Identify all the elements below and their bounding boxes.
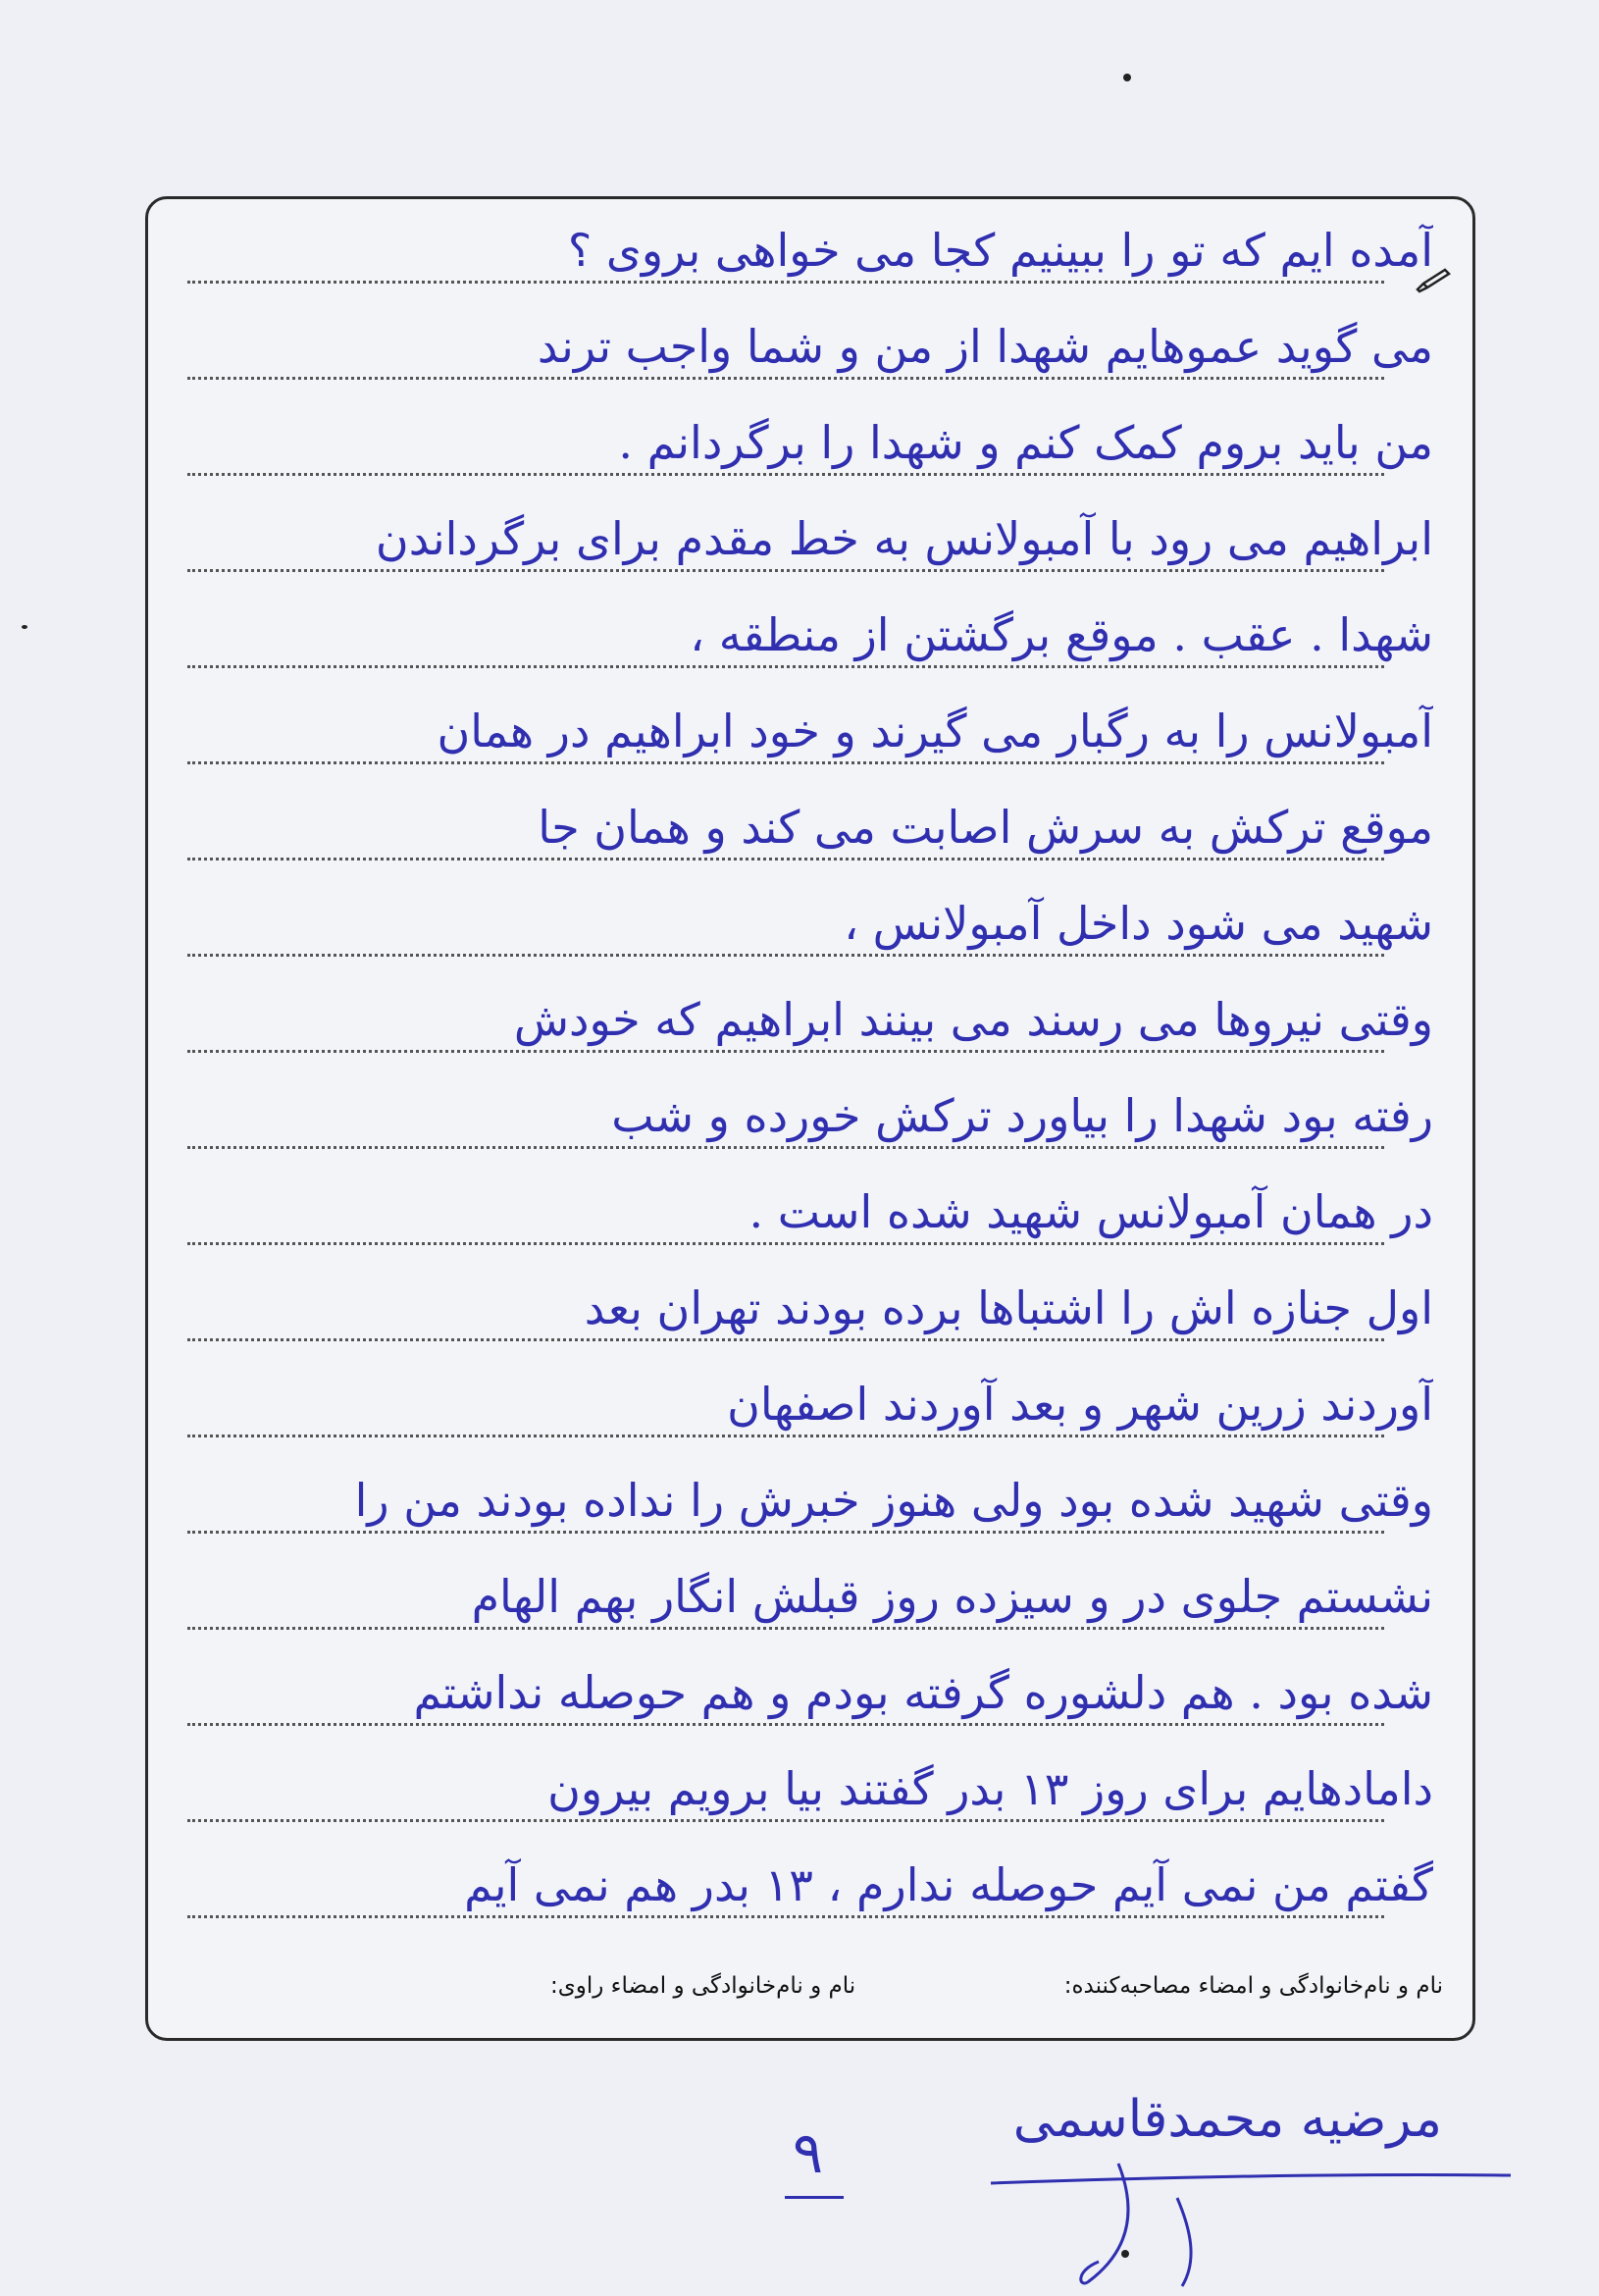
line-12 bbox=[187, 1257, 1433, 1351]
line-18 bbox=[187, 1834, 1433, 1928]
line-4 bbox=[187, 488, 1433, 582]
form-frame bbox=[145, 196, 1475, 2041]
handwritten-text: گفتم من نمی آیم حوصله ندارم ، ۱۳ بدر هم نمی آیم bbox=[464, 1858, 1433, 1911]
handwritten-text: وقتی نیروها می رسند می بینند ابراهیم که خودش bbox=[513, 993, 1433, 1046]
scan-dot bbox=[22, 625, 27, 629]
handwritten-text: من باید بروم کمک کنم و شهدا را برگردانم . bbox=[618, 416, 1433, 469]
line-14 bbox=[187, 1449, 1433, 1543]
line-5 bbox=[187, 584, 1433, 678]
line-10 bbox=[187, 1065, 1433, 1159]
page-number: ۹ bbox=[793, 2119, 824, 2186]
handwritten-text: موقع ترکش به سرش اصابت می کند و همان جا bbox=[538, 801, 1433, 854]
handwritten-text: آوردند زرین شهر و بعد آوردند اصفهان bbox=[727, 1378, 1433, 1431]
line-9 bbox=[187, 968, 1433, 1063]
line-3 bbox=[187, 391, 1433, 486]
handwritten-text: در همان آمبولانس شهید شده است . bbox=[748, 1185, 1433, 1238]
form-footer bbox=[178, 1973, 1443, 2012]
interviewer-signature-label: نام و نام‌خانوادگی و امضاء مصاحبه‌کننده: bbox=[1063, 1973, 1443, 1999]
handwritten-text: وقتی شهید شده بود ولی هنوز خبرش را نداده بودند من را bbox=[354, 1474, 1433, 1527]
handwritten-text: رفته بود شهدا را بیاورد ترکش خورده و شب bbox=[611, 1089, 1433, 1142]
signature-name: مرضیه محمدقاسمی bbox=[1012, 2090, 1442, 2149]
line-2 bbox=[187, 295, 1433, 390]
handwritten-text: اول جنازه اش را اشتباها برده بودند تهران بعد bbox=[584, 1281, 1433, 1334]
line-6 bbox=[187, 680, 1433, 774]
ruled-lines bbox=[187, 199, 1433, 1965]
handwritten-text: ابراهیم می رود با آمبولانس به خط مقدم برای برگرداندن bbox=[375, 512, 1433, 565]
line-16 bbox=[187, 1642, 1433, 1736]
line-13 bbox=[187, 1353, 1433, 1447]
scan-dot bbox=[1123, 74, 1131, 81]
handwritten-text: آمبولانس را به رگبار می گیرند و خود ابراهیم در همان bbox=[437, 704, 1433, 757]
page-number-underline bbox=[785, 2196, 844, 2199]
handwritten-text: نشستم جلوی در و سیزده روز قبلش انگار بهم الهام bbox=[471, 1570, 1433, 1623]
signature-scribble bbox=[981, 2154, 1530, 2291]
handwritten-text: شهدا . عقب . موقع برگشتن از منطقه ، bbox=[690, 608, 1433, 661]
line-17 bbox=[187, 1738, 1433, 1832]
line-11 bbox=[187, 1161, 1433, 1255]
handwritten-text: می گوید عموهایم شهدا از من و شما واجب ترند bbox=[537, 320, 1433, 373]
line-7 bbox=[187, 776, 1433, 870]
handwritten-text: شده بود . هم دلشوره گرفته بودم و هم حوصله نداشتم bbox=[413, 1666, 1433, 1719]
line-8 bbox=[187, 872, 1433, 966]
handwritten-text: شهید می شود داخل آمبولانس ، bbox=[844, 897, 1433, 950]
line-15 bbox=[187, 1545, 1433, 1640]
handwritten-text: دامادهایم برای روز ۱۳ بدر گفتند بیا برویم بیرون bbox=[547, 1762, 1433, 1815]
narrator-signature-label: نام و نام‌خانوادگی و امضاء راوی: bbox=[550, 1973, 856, 1999]
handwritten-text: آمده ایم که تو را ببینیم کجا می خواهی بروی ؟ bbox=[567, 224, 1433, 277]
line-1 bbox=[187, 199, 1433, 293]
